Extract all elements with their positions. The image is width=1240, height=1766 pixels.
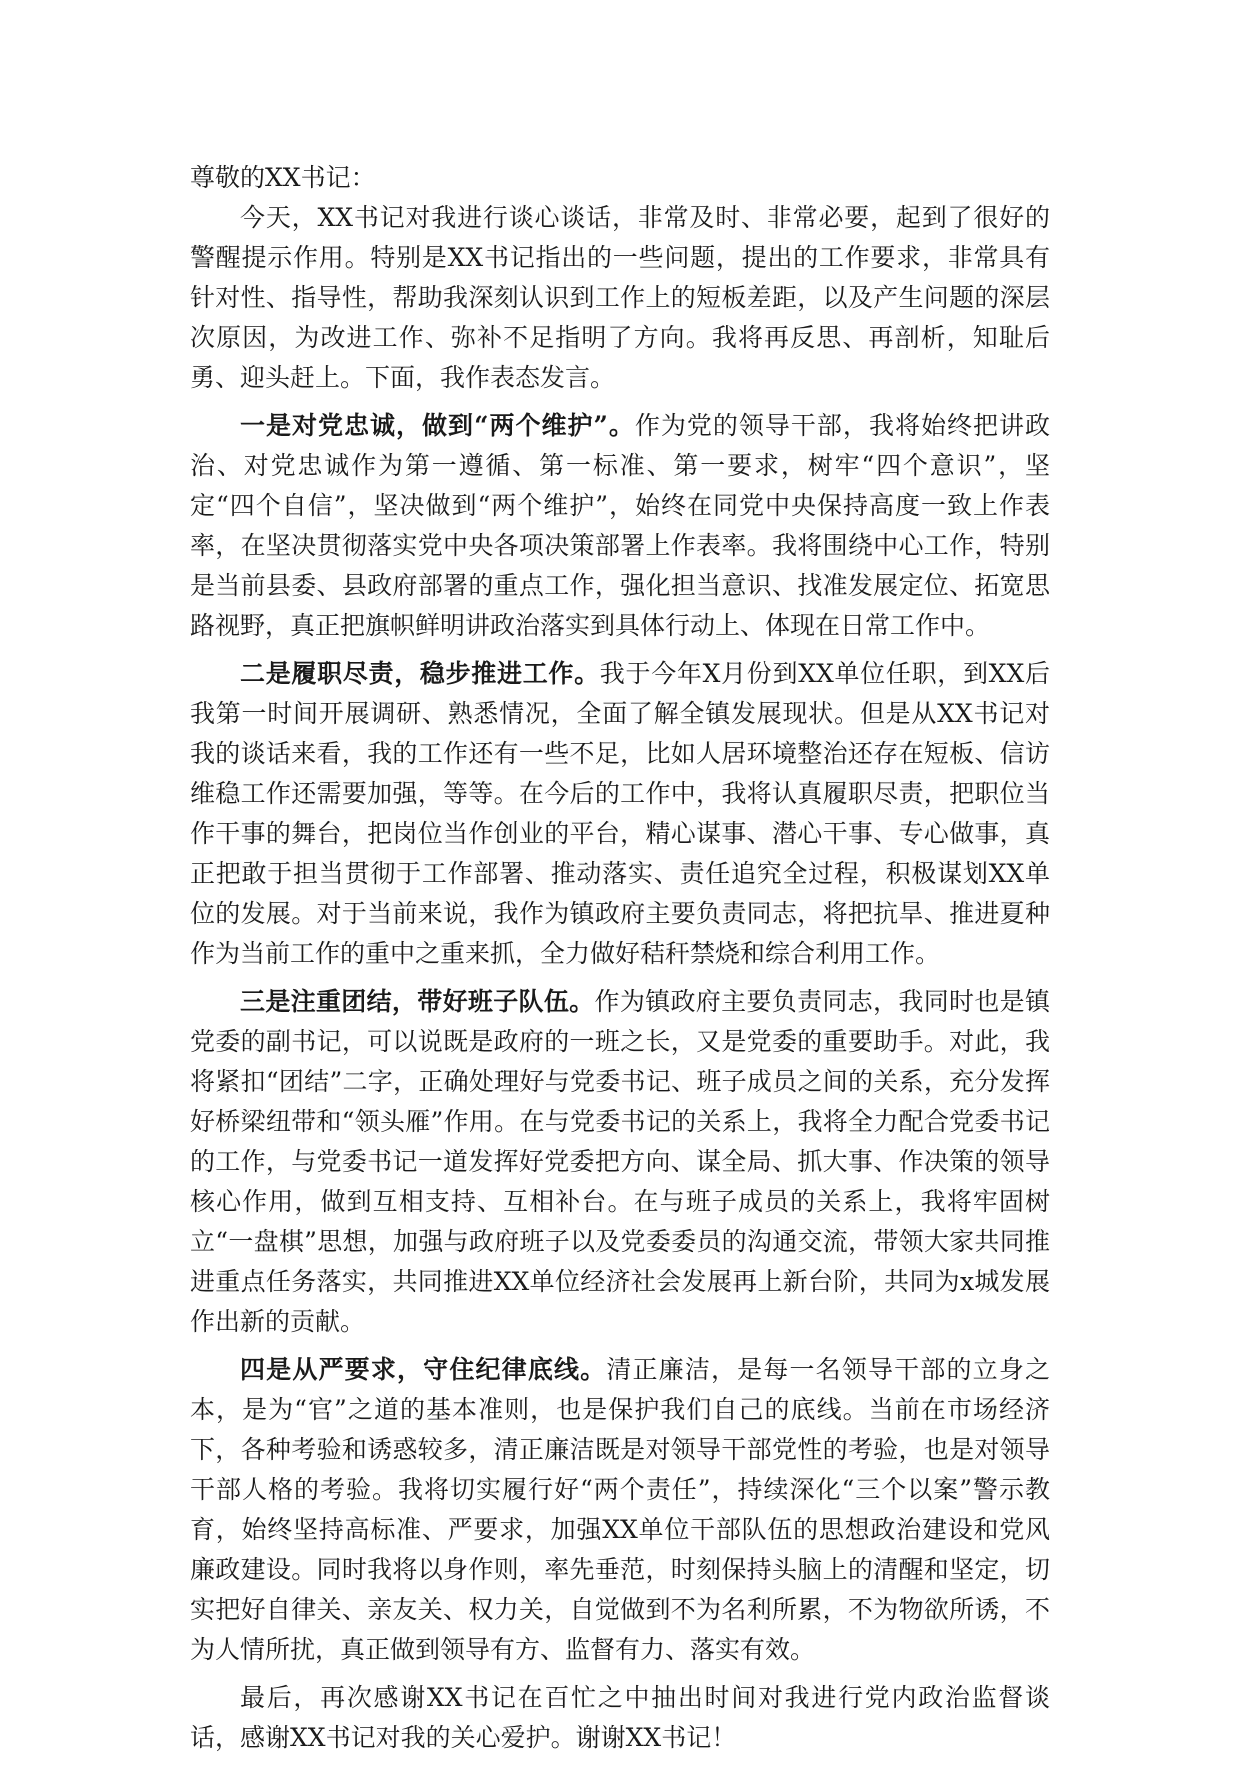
- paragraph-lead: 四是从严要求，守住纪律底线。: [240, 1355, 607, 1384]
- paragraph-closing: [190, 1678, 1050, 1758]
- paragraph-text: 今天，XX书记对我进行谈心谈话，非常及时、非常必要，起到了很好的警醒提示作用。特别是XX书记指出的一些问题，提出的工作要求，非常具有针对性、指导性，帮助我深刻认识到工作上的短板差距，以及产生问题的深层次原因，为改进工作、弥补不足指明了方向。我将再反思、再剖析，知耻后勇、迎头赶上。下面，我作表态发言。: [190, 203, 1050, 392]
- paragraph-text: 作为党的领导干部，我将始终把讲政治、对党忠诚作为第一遵循、第一标准、第一要求，树牢“四个意识”，坚定“四个自信”，坚决做到“两个维护”，始终在同党中央保持高度一致上作表率，在坚决贯彻落实党中央各项决策部署上作表率。我将围绕中心工作，特别是当前县委、县政府部署的重点工作，强化担当意识、找准发展定位、拓宽思路视野，真正把旗帜鲜明讲政治落实到具体行动上、体现在日常工作中。: [190, 411, 1050, 640]
- paragraph-point-2: [190, 654, 1050, 974]
- paragraph-text: 清正廉洁，是每一名领导干部的立身之本，是为“官”之道的基本准则，也是保护我们自己的底线。当前在市场经济下，各种考验和诱惑较多，清正廉洁既是对领导干部党性的考验，也是对领导干部人格的考验。我将切实履行好“两个责任”，持续深化“三个以案”警示教育，始终坚持高标准、严要求，加强XX单位干部队伍的思想政治建设和党风廉政建设。同时我将以身作则，率先垂范，时刻保持头脑上的清醒和坚定，切实把好自律关、亲友关、权力关，自觉做到不为名利所累，不为物欲所诱，不为人情所扰，真正做到领导有方、监督有力、落实有效。: [190, 1355, 1050, 1664]
- paragraph-point-4: [190, 1350, 1050, 1670]
- paragraph-text: 作为镇政府主要负责同志，我同时也是镇党委的副书记，可以说既是政府的一班之长，又是党委的重要助手。对此，我将紧扣“团结”二字，正确处理好与党委书记、班子成员之间的关系，充分发挥好桥梁纽带和“领头雁”作用。在与党委书记的关系上，我将全力配合党委书记的工作，与党委书记一道发挥好党委把方向、谋全局、抓大事、作决策的领导核心作用，做到互相支持、互相补台。在与班子成员的关系上，我将牢固树立“一盘棋”思想，加强与政府班子以及党委委员的沟通交流，带领大家共同推进重点任务落实，共同推进XX单位经济社会发展再上新台阶，共同为x城发展作出新的贡献。: [190, 987, 1050, 1336]
- paragraph-lead: 一是对党忠诚，做到“两个维护”。: [240, 411, 635, 440]
- paragraph-text: 我于今年X月份到XX单位任职，到XX后我第一时间开展调研、熟悉情况，全面了解全镇发展现状。但是从XX书记对我的谈话来看，我的工作还有一些不足，比如人居环境整治还存在短板、信访维稳工作还需要加强，等等。在今后的工作中，我将认真履职尽责，把职位当作干事的舞台，把岗位当作创业的平台，精心谋事、潜心干事、专心做事，真正把敢于担当贯彻于工作部署、推动落实、责任追究全过程，积极谋划XX单位的发展。对于当前来说，我作为镇政府主要负责同志，将把抗旱、推进夏种作为当前工作的重中之重来抓，全力做好秸秆禁烧和综合利用工作。: [190, 659, 1050, 968]
- document-page: [190, 158, 1050, 1766]
- paragraph-point-1: [190, 406, 1050, 646]
- paragraph-point-3: [190, 982, 1050, 1342]
- paragraph-opening: [190, 198, 1050, 398]
- paragraph-lead: 二是履职尽责，稳步推进工作。: [240, 659, 600, 688]
- paragraph-text: 最后，再次感谢XX书记在百忙之中抽出时间对我进行党内政治监督谈话，感谢XX书记对我的关心爱护。谢谢XX书记！: [190, 1683, 1050, 1752]
- salutation: 尊敬的XX书记：: [190, 163, 376, 192]
- paragraph-lead: 三是注重团结，带好班子队伍。: [240, 987, 595, 1016]
